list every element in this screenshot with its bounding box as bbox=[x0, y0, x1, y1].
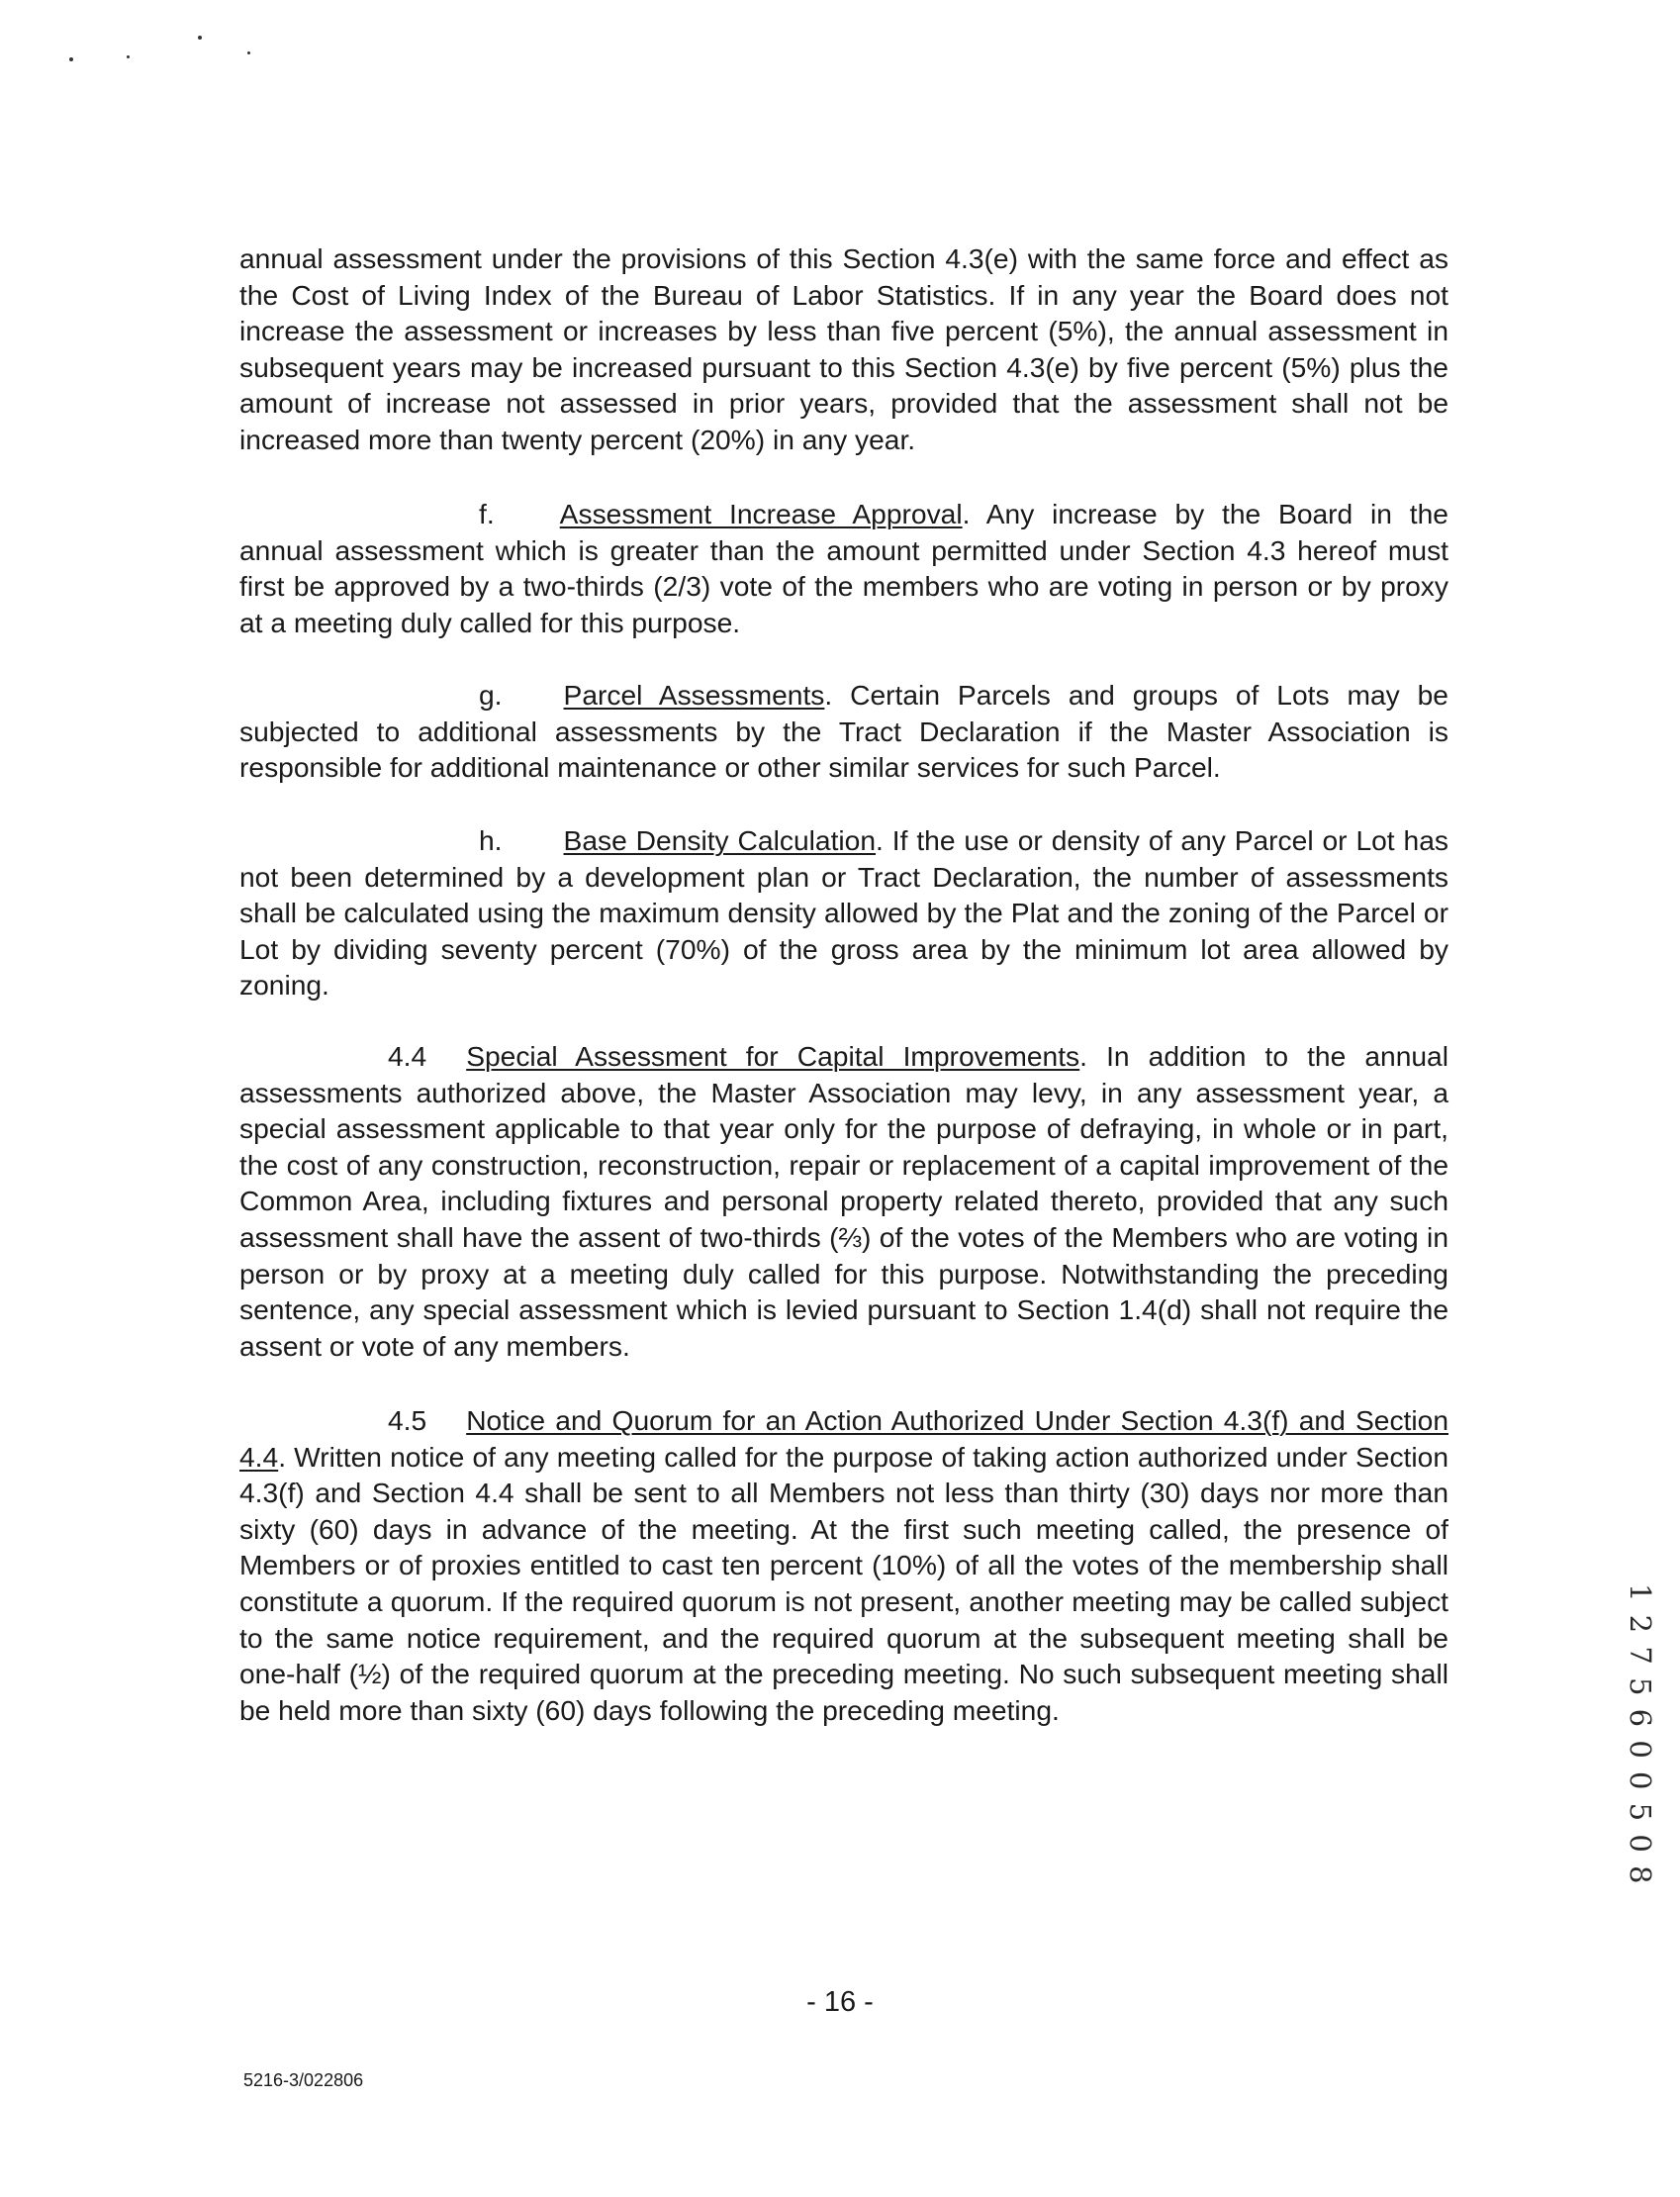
section-text: . In addition to the annual assessments authorized above, the Master Association may levy, in any assessment year, a special assessment applicable to that year only for the purpose of defraying, in whole or in part, the cost of any construction, reconstruction, repair or replacement of a capital improvement of the Common Area, including fixtures and personal property related thereto, provided that any such assessment shall have the assent of two-thirds (⅔) of the votes of the Members who are voting in person or by proxy at a meeting duly called for this purpose. Notwithstanding the preceding sentence, any special assessment which is levied pursuant to Section 1.4(d) shall not require the assent or vote of any members. bbox=[239, 1040, 1448, 1362]
paragraph-heading: Parcel Assessments bbox=[563, 679, 825, 711]
margin-recording-number: 1 2 7 5 6 0 0 5 0 8 bbox=[1624, 1583, 1657, 1886]
section-heading: Special Assessment for Capital Improvements bbox=[466, 1040, 1080, 1072]
section-4-5 bbox=[239, 1402, 1448, 1728]
section-text: . Written notice of any meeting called for the purpose of taking action authorized under Section 4.3(f) and Section 4.4 shall be sent to all Members not less than thirty (30) days nor more than sixty (60) days in advance of the meeting. At the first such meeting called, the presence of Members or of proxies entitled to cast ten percent (10%) of all the votes of the membership shall constitute a quorum. If the required quorum is not present, another meeting may be called subject to the same notice requirement, and the required quorum at the subsequent meeting shall be one-half (½) of the required quorum at the preceding meeting. No such subsequent meeting shall be held more than sixty (60) days following the preceding meeting. bbox=[239, 1440, 1448, 1726]
paragraph-text: . Certain Parcels and groups of Lots may be subjected to additional assessments by the Tract Declaration if the Master Association is responsible for additional maintenance or other similar services for such Parcel. bbox=[239, 679, 1448, 784]
paragraph-text: . Any increase by the Board in the annual assessment which is greater than the amount permitted under Section 4.3 hereof must first be approved by a two-thirds (2/3) vote of the members who are voting in person or by proxy at a meeting duly called for this purpose. bbox=[239, 498, 1448, 638]
section-heading: Notice and Quorum for an Action Authorized Under Section 4.3(f) and Section 4.4 bbox=[239, 1404, 1448, 1473]
page-number: - 16 - bbox=[806, 1986, 874, 2018]
section-number: 4.4 bbox=[388, 1040, 427, 1072]
scan-speck bbox=[69, 57, 73, 61]
paragraph-label: f. bbox=[479, 498, 495, 529]
paragraph-heading: Assessment Increase Approval bbox=[559, 498, 963, 529]
paragraph-label: h. bbox=[479, 824, 503, 856]
section-4-4 bbox=[239, 1038, 1448, 1364]
section-number: 4.5 bbox=[388, 1404, 427, 1436]
document-id: 5216-3/022806 bbox=[243, 2070, 364, 2090]
paragraph-4-3-e-continuation bbox=[239, 240, 1448, 458]
paragraph-label: g. bbox=[479, 679, 503, 711]
paragraph-heading: Base Density Calculation bbox=[563, 824, 877, 856]
paragraph-f bbox=[239, 496, 1448, 640]
scan-speck bbox=[247, 51, 250, 54]
paragraph-g bbox=[239, 677, 1448, 786]
scan-speck bbox=[127, 55, 130, 58]
paragraph-h bbox=[239, 822, 1448, 1003]
scan-speck bbox=[198, 36, 202, 40]
paragraph-text: . If the use or density of any Parcel or Lot has not been determined by a development plan or Tract Declaration, the number of assessments shall be calculated using the maximum density allowed by the Plat and the zoning of the Parcel or Lot by dividing seventy percent (70%) of the gross area by the minimum lot area allowed by zoning. bbox=[239, 824, 1448, 1002]
paragraph-text: annual assessment under the provisions of this Section 4.3(e) with the same force and effect as the Cost of Living Index of the Bureau of Labor Statistics. If in any year the Board does not increase the assessment or increases by less than five percent (5%), the annual assessment in subsequent years may be increased pursuant to this Section 4.3(e) by five percent (5%) plus the amount of increase not assessed in prior years, provided that the assessment shall not be increased more than twenty percent (20%) in any year. bbox=[239, 242, 1448, 455]
